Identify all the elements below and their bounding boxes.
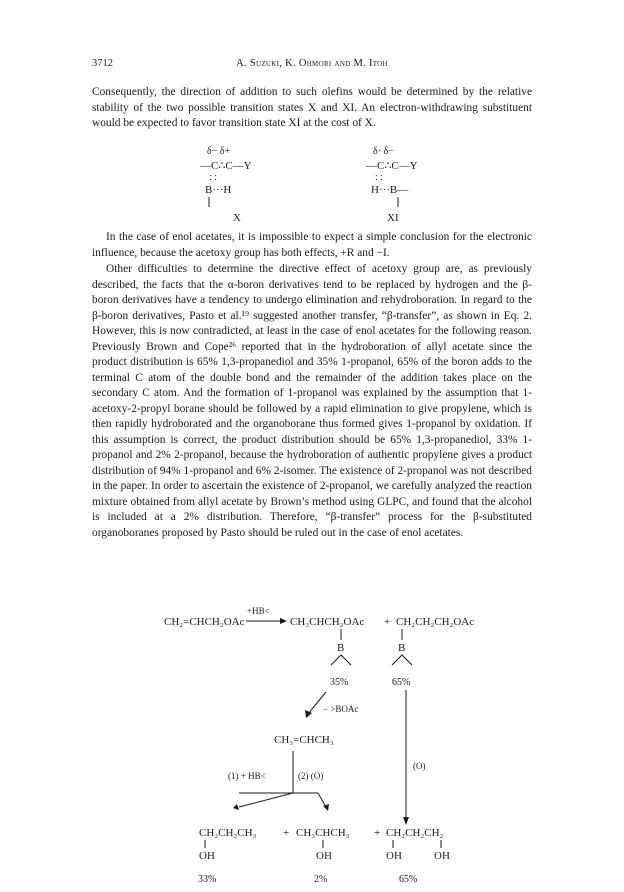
xi-row2: H···B— <box>371 184 409 196</box>
scheme-pct-f2: 2% <box>314 874 328 885</box>
x-dots: : : <box>209 172 218 183</box>
scheme-reagent: +HB< <box>247 606 270 616</box>
borane-legs-1 <box>331 655 351 665</box>
scheme-plus3: + <box>374 827 381 839</box>
arrow-oxidation-head <box>403 817 409 825</box>
scheme-final2: CH₃CHCH₃ <box>296 827 350 839</box>
scheme-final3: CH₂CH₂CH₂ <box>386 827 444 839</box>
scheme-boron1: B <box>337 642 345 654</box>
scheme-plus2: + <box>283 827 290 839</box>
scheme-oh2: OH <box>316 850 332 862</box>
scheme-pct1: 35% <box>330 677 349 688</box>
arrow-split-left <box>239 793 293 807</box>
scheme-oh1: OH <box>199 850 215 862</box>
x-row2: B···H <box>205 184 232 196</box>
scheme-oh3: OH <box>386 850 402 862</box>
scheme-reactant: CH₂=CHCH₂OAc <box>164 616 245 628</box>
xi-row1: —C∴C—Y <box>366 160 418 172</box>
scheme-plus1: + <box>384 616 391 628</box>
scheme-boron2: B <box>398 642 406 654</box>
scheme-final1: CH₂CH₂CH₃ <box>199 827 257 839</box>
reaction-scheme <box>164 606 474 885</box>
scheme-propylene: CH₃=CHCH₃ <box>274 734 334 746</box>
scheme-oh4: OH <box>434 850 450 862</box>
scheme-elim: − >BOAc <box>323 704 359 714</box>
xi-charges: δ· δ− <box>373 146 394 157</box>
scheme-pct-f1: 33% <box>198 874 217 885</box>
arrow-main-head <box>280 618 287 624</box>
scheme-product1: CH₃CHCH₂OAc <box>290 616 365 628</box>
transition-state-x <box>199 146 252 224</box>
paragraph-enol-acetates: In the case of enol acetates, it is impossible to expect a simple conclusion for the electronic influence, because the acetoxy group has both effects, +R and −I. <box>92 231 532 259</box>
scheme-step-reagent: (1) + HB< <box>228 771 266 781</box>
scheme-pct2: 65% <box>392 677 411 688</box>
running-head-authors: A. Suzuki, K. Ohmori and M. Itoh <box>236 58 388 69</box>
paragraph-beta-transfer: Other difficulties to determine the directive effect of acetoxy group are, as previously described, the facts that the α-boron derivatives tend to be replaced by hydrogen and the β-boron derivatives have a tendency to undergo elimination and rehydroboration. In regard to the β-boron derivatives, Pasto et al.¹⁹ suggested another transfer, “β-transfer”, as shown in Eq. 2. However, this is now contradicted, at least in the case of enol acetates for the following reason. Previously Brown and Cope²⁶ reported that in the hydroboration of allyl acetate since the product distribution is 65% 1,3-propanediol and 35% 1-propanol, 65% of the boron adds to the terminal C atom of the double bond and the remainder of the addition takes place on the secondary C atom. And the formation of 1-propanol was explained by the assumption that 1-acetoxy-2-propyl borane should be followed by a rapid elimination to give propylene, which is then rapidly hydroborated and the organoborane thus formed gives 1-propanol by oxidation. If this assumption is correct, the product distribution should be 65% 1,3-propanediol, 33% 1-propanol and 2% 2-propanol, because the hydroboration of authentic propylene gives a product distribution of 94% 1-propanol and 6% 2-isomer. The existence of 2-propanol was not described in the paper. In order to ascertain the existence of 2-propanol, we carefully analyzed the reaction mixture obtained from allyl acetate by Brown’s method using GLPC, and found that the alcohol is included at a 2% distribution. Therefore, “β-transfer” process for the β-substituted organoboranes proposed by Pasto should be ruled out in the case of enol acetates. <box>92 263 532 539</box>
scheme-product2: CH₂CH₂CH₂OAc <box>396 616 475 628</box>
scheme-ox-label: (O) <box>413 761 426 771</box>
xi-dots: : : <box>375 172 384 183</box>
xi-label: XI <box>387 212 399 224</box>
arrow-split-right-head <box>323 804 329 811</box>
paragraph-transition-states: Consequently, the direction of addition to such olefins would be determined by the relative stability of the two possible transition states X and XI. An electron-withdrawing substituent would be expected to favor transition state XI at the cost of X. <box>92 86 532 129</box>
transition-state-xi <box>365 146 418 224</box>
arrow-elim-head <box>305 710 312 718</box>
scheme-step-ox: (2) (O) <box>298 771 324 781</box>
page-number: 3712 <box>92 58 113 69</box>
x-row1: —C∴C—Y <box>200 160 252 172</box>
arrow-split-left-head <box>233 804 239 810</box>
x-charges: δ− δ+ <box>207 146 231 157</box>
arrow-split-right <box>318 793 326 807</box>
scheme-pct-f3: 65% <box>399 874 418 885</box>
borane-legs-2 <box>392 655 412 665</box>
x-label: X <box>233 212 241 224</box>
